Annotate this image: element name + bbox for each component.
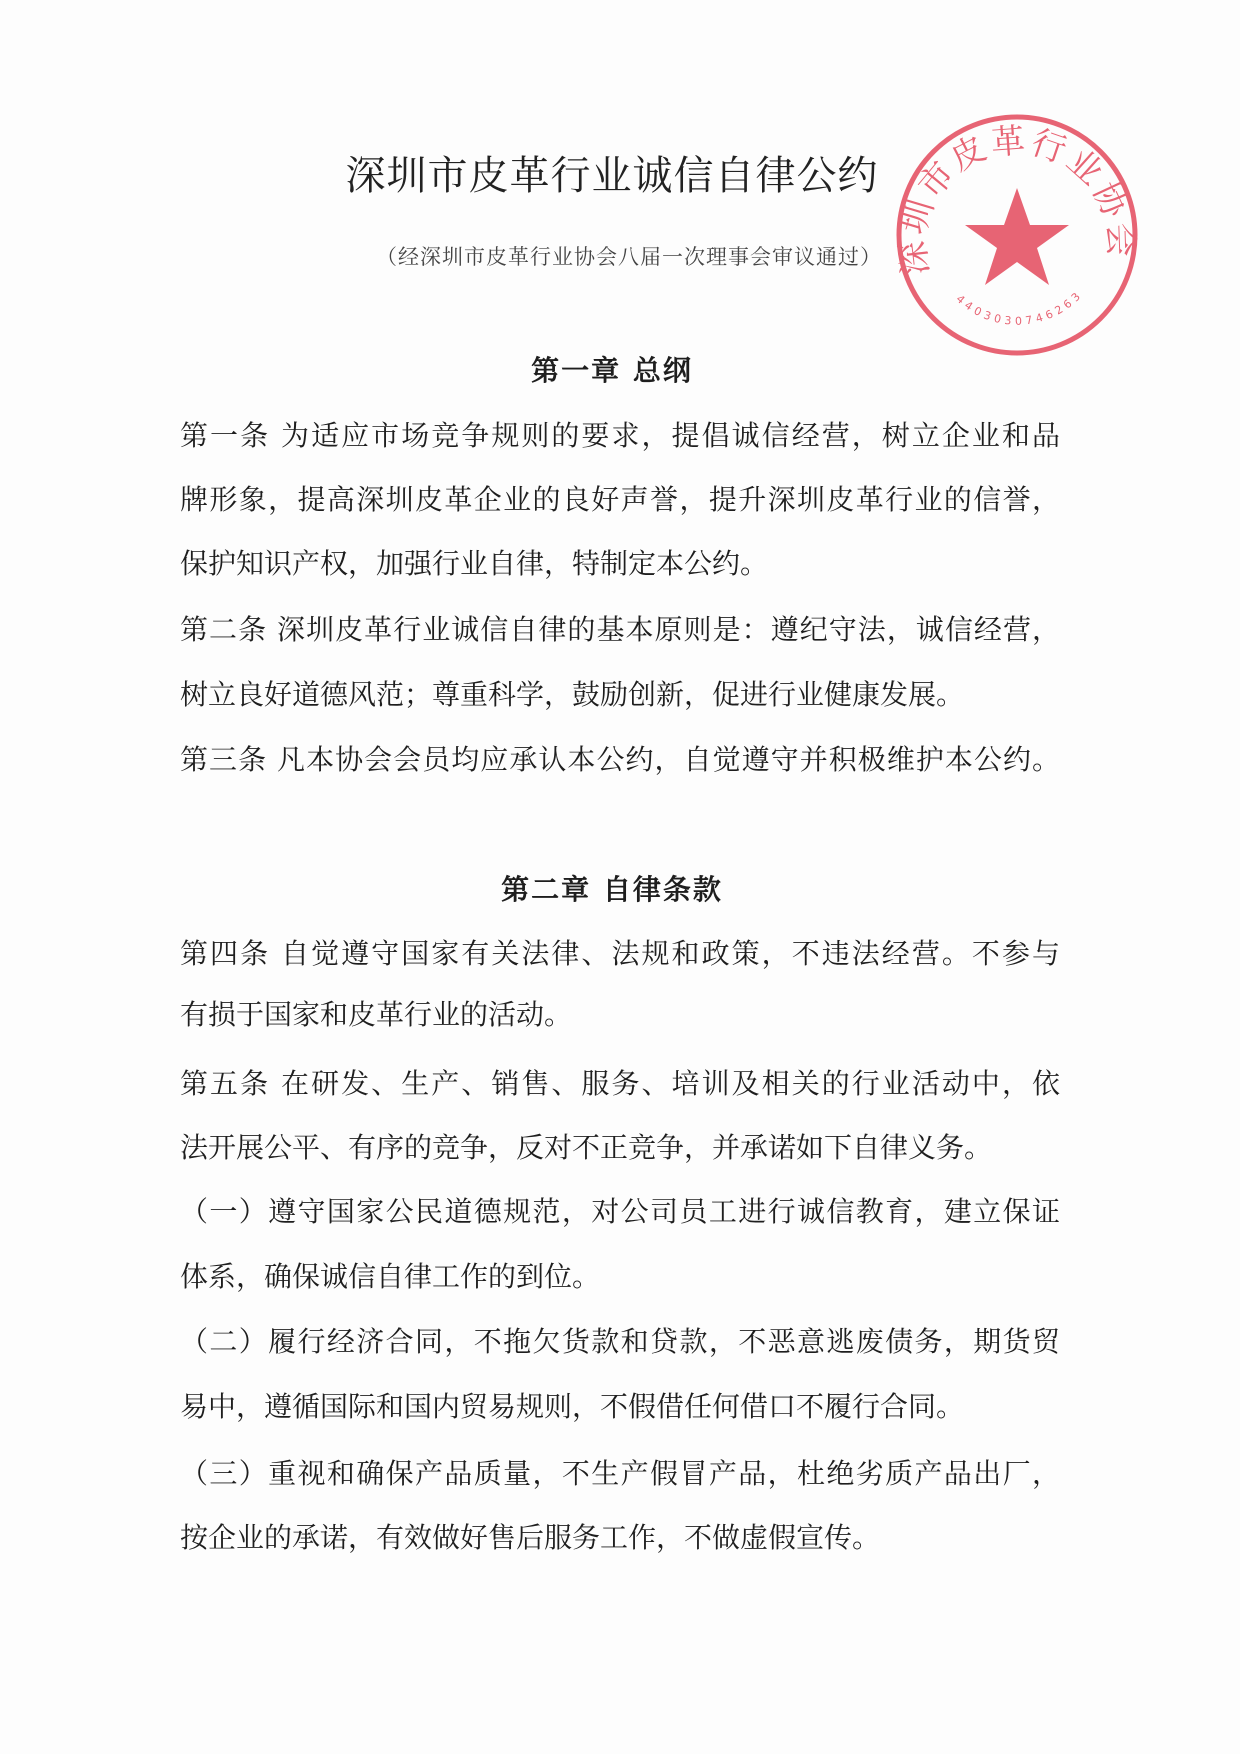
document-title: 深圳市皮革行业诚信自律公约 xyxy=(345,153,879,199)
official-seal-stamp xyxy=(892,110,1142,360)
article-line: 第五条 在研发、生产、销售、服务、培训及相关的行业活动中，依 xyxy=(180,1067,1060,1100)
article-line: （三）重视和确保产品质量，不生产假冒产品，杜绝劣质产品出厂， xyxy=(180,1457,1060,1490)
article-line: 第二条 深圳皮革行业诚信自律的基本原则是：遵纪守法，诚信经营， xyxy=(180,613,1060,646)
star-icon xyxy=(965,188,1069,285)
article-line: 第一条 为适应市场竞争规则的要求，提倡诚信经营，树立企业和品 xyxy=(180,419,1060,452)
article-line: 体系，确保诚信自律工作的到位。 xyxy=(180,1260,601,1293)
article-line: 牌形象，提高深圳皮革企业的良好声誉，提升深圳皮革行业的信誉， xyxy=(180,483,1060,516)
article-line: 第三条 凡本协会会员均应承认本公约，自觉遵守并积极维护本公约。 xyxy=(180,743,1060,776)
article-line: 第四条 自觉遵守国家有关法律、法规和政策，不违法经营。不参与 xyxy=(180,937,1060,970)
document-subtitle: （经深圳市皮革行业协会八届一次理事会审议通过） xyxy=(376,245,882,269)
article-line: 易中，遵循国际和国内贸易规则，不假借任何借口不履行合同。 xyxy=(180,1390,965,1423)
seal-code-text: 4403030746263 xyxy=(953,287,1086,328)
article-line: 按企业的承诺，有效做好售后服务工作，不做虚假宣传。 xyxy=(180,1521,881,1554)
seal-name-text: 深圳市皮革行业协会 xyxy=(892,120,1141,278)
article-line: 保护知识产权，加强行业自律，特制定本公约。 xyxy=(180,547,769,580)
chapter-1-heading: 第一章 总纲 xyxy=(531,354,693,387)
chapter-2-heading: 第二章 自律条款 xyxy=(501,873,723,906)
article-line: 法开展公平、有序的竞争，反对不正竞争，并承诺如下自律义务。 xyxy=(180,1131,993,1164)
article-line: （二）履行经济合同，不拖欠货款和贷款，不恶意逃废债务，期货贸 xyxy=(180,1325,1060,1358)
article-line: 树立良好道德风范；尊重科学，鼓励创新，促进行业健康发展。 xyxy=(180,678,965,711)
article-line: （一）遵守国家公民道德规范，对公司员工进行诚信教育，建立保证 xyxy=(180,1195,1060,1228)
article-line: 有损于国家和皮革行业的活动。 xyxy=(180,998,573,1031)
